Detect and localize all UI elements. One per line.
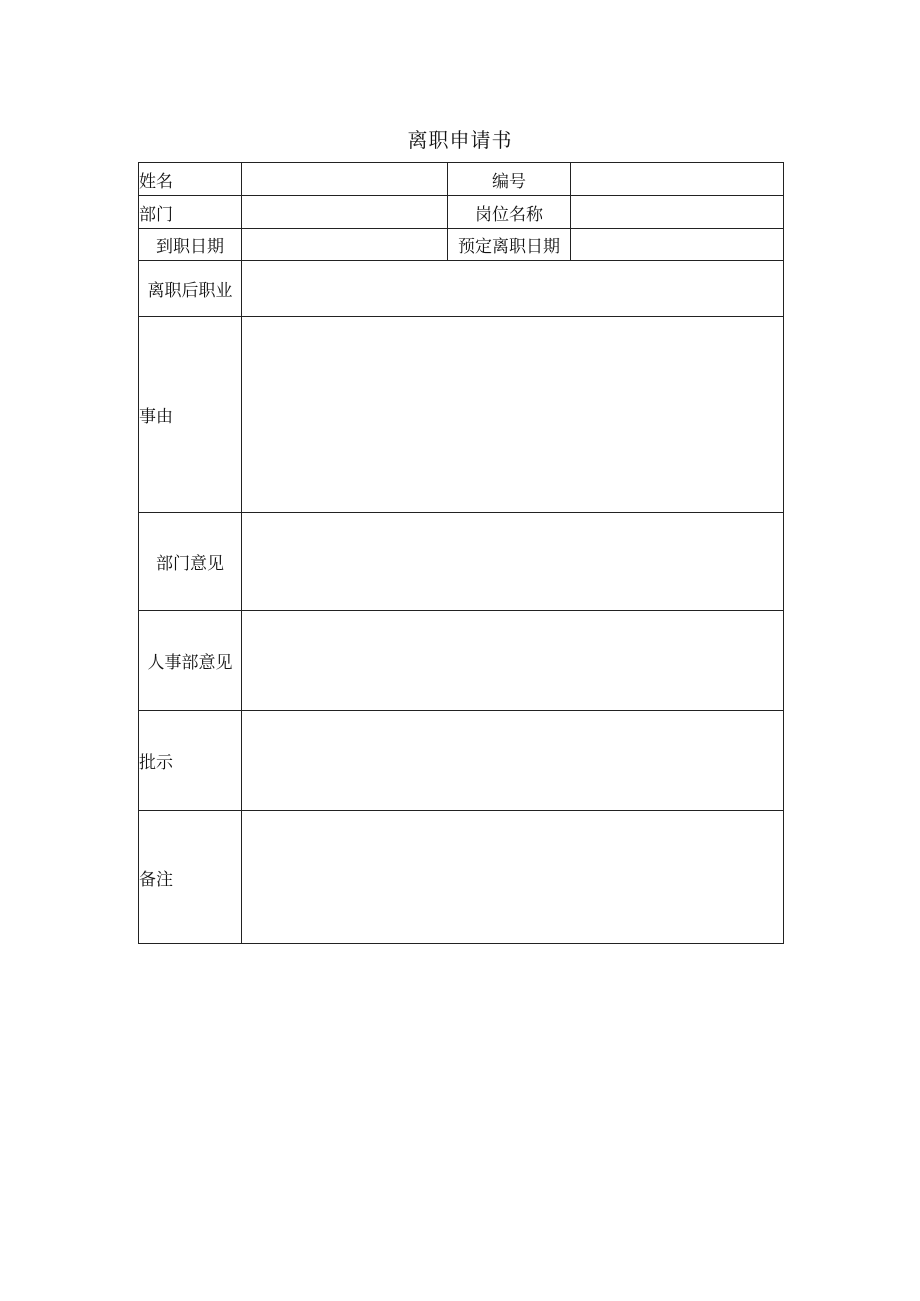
name-label: 姓名 — [139, 163, 242, 196]
approval-field[interactable] — [242, 711, 784, 811]
reason-label: 事由 — [139, 317, 242, 513]
form-row-department — [139, 196, 784, 229]
planned-leave-date-field[interactable] — [571, 229, 784, 261]
number-label: 编号 — [448, 163, 571, 196]
form-row-approval — [139, 711, 784, 811]
form-row-hr-opinion — [139, 611, 784, 711]
department-opinion-label: 部门意见 — [139, 513, 242, 611]
page-title: 离职申请书 — [407, 128, 513, 152]
remarks-field[interactable] — [242, 811, 784, 944]
post-leave-career-field[interactable] — [242, 261, 784, 317]
name-field[interactable] — [242, 163, 448, 196]
resignation-form-table — [138, 162, 784, 944]
form-row-remarks — [139, 811, 784, 944]
department-opinion-field[interactable] — [242, 513, 784, 611]
form-row-dates — [139, 229, 784, 261]
position-label: 岗位名称 — [448, 196, 571, 229]
form-row-reason — [139, 317, 784, 513]
position-field[interactable] — [571, 196, 784, 229]
number-field[interactable] — [571, 163, 784, 196]
form-row-name — [139, 163, 784, 196]
post-leave-career-label: 离职后职业 — [139, 261, 242, 317]
remarks-label: 备注 — [139, 811, 242, 944]
department-field[interactable] — [242, 196, 448, 229]
form-row-post-leave-career — [139, 261, 784, 317]
department-label: 部门 — [139, 196, 242, 229]
start-date-field[interactable] — [242, 229, 448, 261]
hr-opinion-field[interactable] — [242, 611, 784, 711]
start-date-label: 到职日期 — [139, 229, 242, 261]
reason-field[interactable] — [242, 317, 784, 513]
hr-opinion-label: 人事部意见 — [139, 611, 242, 711]
planned-leave-date-label: 预定离职日期 — [448, 229, 571, 261]
form-row-department-opinion — [139, 513, 784, 611]
approval-label: 批示 — [139, 711, 242, 811]
